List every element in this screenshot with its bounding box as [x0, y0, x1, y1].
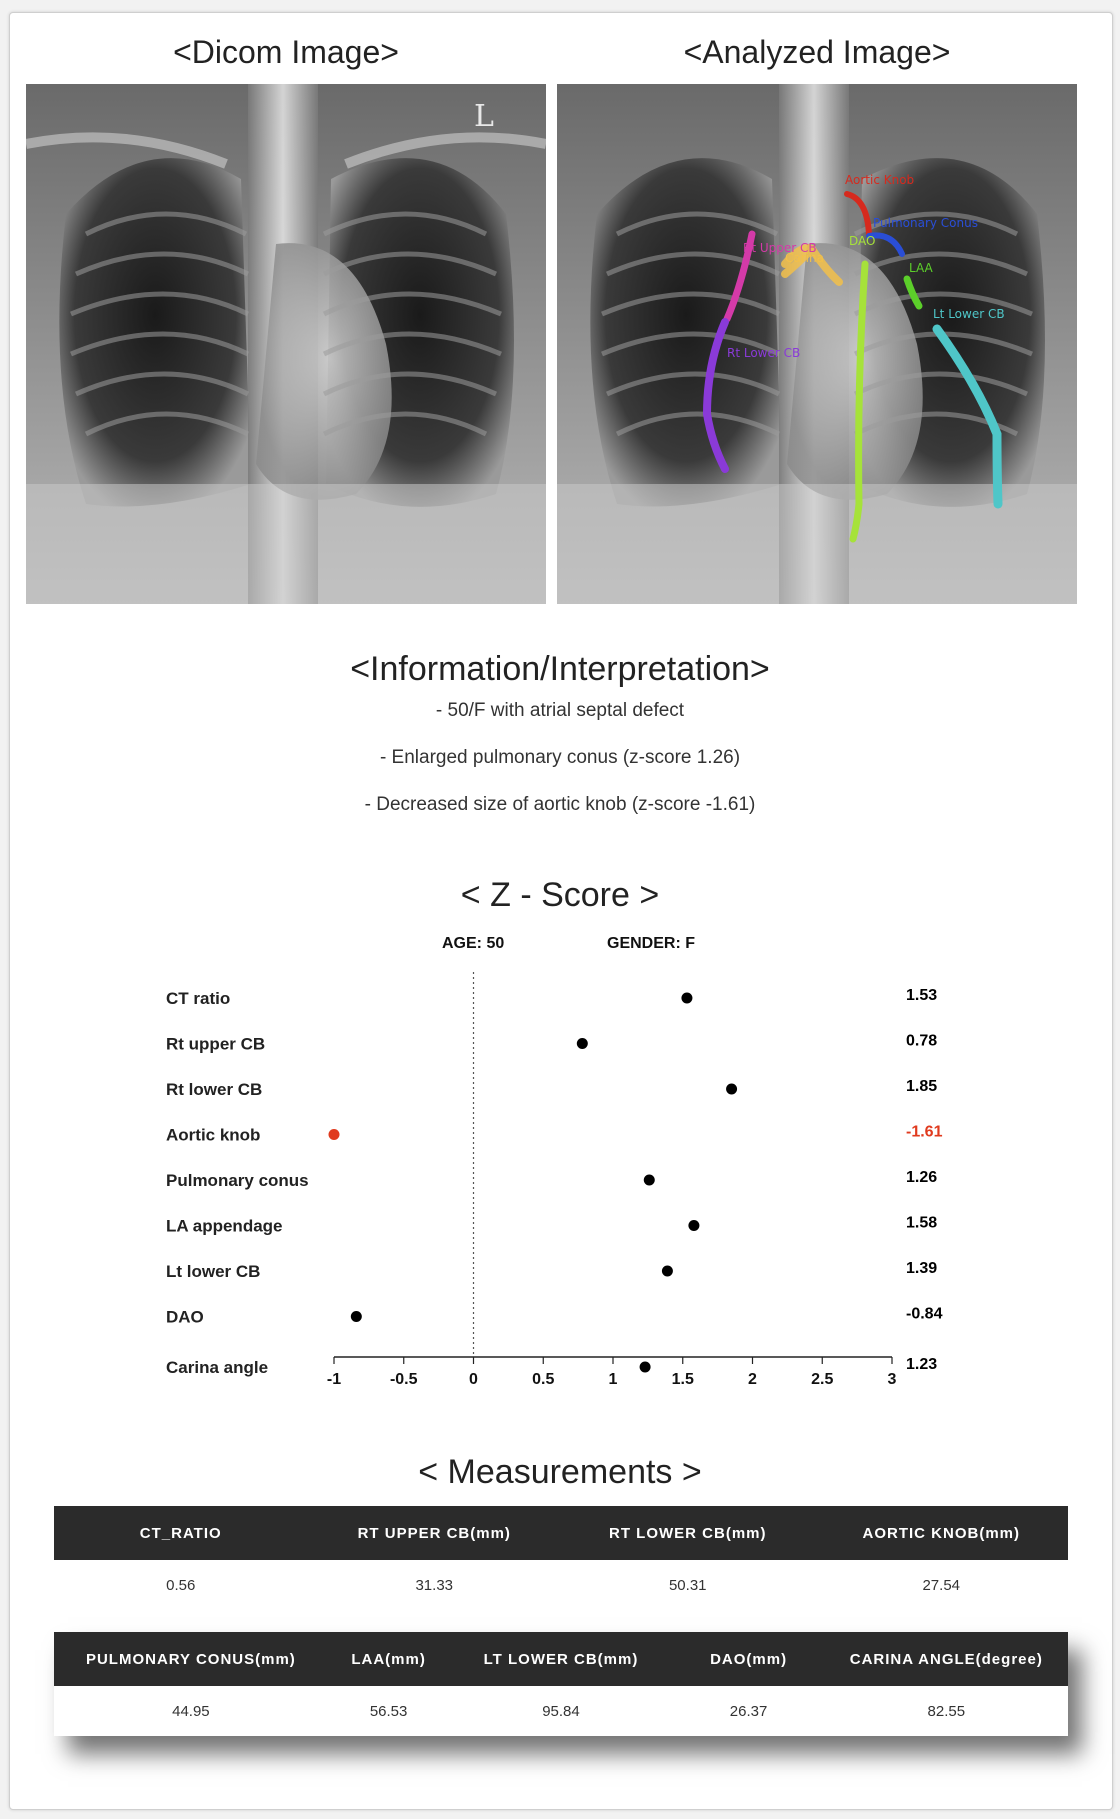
dicom-xray-image — [26, 84, 546, 604]
data-point — [640, 1362, 651, 1373]
table-cell: 50.31 — [561, 1560, 815, 1610]
rt-lower-cb-label: Rt Lower CB — [727, 346, 801, 360]
laa-label: LAA — [909, 261, 933, 275]
x-tick-label: 3 — [887, 1371, 897, 1388]
age-label: AGE: 50 — [442, 935, 505, 952]
pulmonary-conus-label: Pulmonary Conus — [873, 216, 978, 230]
value-label: 1.39 — [906, 1260, 938, 1277]
value-label: -0.84 — [906, 1305, 943, 1323]
x-tick-label: 0 — [469, 1371, 478, 1388]
data-point — [726, 1084, 737, 1095]
dicom-side-marker: L — [474, 99, 494, 134]
row-label: CT ratio — [166, 989, 231, 1008]
data-point — [329, 1129, 340, 1140]
data-point — [577, 1038, 588, 1049]
gender-label: GENDER: F — [607, 935, 695, 952]
dao-label: DAO — [849, 234, 876, 248]
zscore-title: < Z - Score > — [460, 876, 660, 914]
data-point — [681, 993, 692, 1004]
data-point — [662, 1266, 673, 1277]
info-line: - Decreased size of aortic knob (z-score -1.61) — [364, 794, 756, 815]
x-tick-label: 2 — [748, 1371, 757, 1388]
table-header: CARINA ANGLE(degree) — [825, 1632, 1068, 1686]
value-label: 0.78 — [906, 1032, 938, 1050]
measurements-table-2 — [54, 1632, 1068, 1736]
dicom-image-title: <Dicom Image> — [173, 34, 399, 70]
analyzed-xray-image — [557, 84, 1077, 604]
table-cell: 44.95 — [54, 1686, 328, 1736]
analyzed-image-title: <Analyzed Image> — [683, 34, 951, 70]
rt-upper-cb-label: Rt Upper CB — [743, 241, 817, 255]
table-header: CT_RATIO — [54, 1506, 308, 1560]
x-tick-label: 0.5 — [532, 1371, 555, 1388]
measurements-table-2-wrapper — [54, 1632, 1068, 1736]
value-label: 1.85 — [906, 1078, 938, 1095]
row-label: Lt lower CB — [166, 1262, 261, 1281]
aortic-knob-label: Aortic Knob — [845, 173, 915, 187]
table-cell: 27.54 — [815, 1560, 1069, 1610]
x-tick-label: 2.5 — [811, 1371, 834, 1388]
info-title: <Information/Interpretation> — [350, 650, 770, 688]
table-header: RT UPPER CB(mm) — [308, 1506, 562, 1560]
value-label: 1.53 — [906, 987, 938, 1004]
row-label: Rt upper CB — [166, 1034, 266, 1054]
table-cell: 26.37 — [673, 1686, 825, 1736]
table-cell: 0.56 — [54, 1560, 308, 1610]
row-label: LA appendage — [166, 1216, 283, 1236]
measurements-table-1 — [54, 1506, 1068, 1610]
x-tick-label: -1 — [326, 1371, 342, 1388]
value-label: 1.23 — [906, 1356, 938, 1373]
row-label: Carina angle — [166, 1358, 269, 1377]
measurements-title: < Measurements > — [418, 1453, 702, 1491]
table-header: RT LOWER CB(mm) — [561, 1506, 815, 1560]
table-header: AORTIC KNOB(mm) — [815, 1506, 1069, 1560]
carina-label: Carina — [785, 251, 824, 265]
data-point — [688, 1220, 699, 1231]
table-header: LT LOWER CB(mm) — [449, 1632, 672, 1686]
data-point — [351, 1311, 362, 1322]
x-tick-label: -0.5 — [389, 1371, 418, 1388]
table-header: DAO(mm) — [673, 1632, 825, 1686]
x-tick-label: 1.5 — [671, 1371, 694, 1388]
table-cell: 31.33 — [308, 1560, 562, 1610]
value-label: 1.26 — [906, 1169, 938, 1186]
data-point — [644, 1175, 655, 1186]
info-line: - Enlarged pulmonary conus (z-score 1.26) — [379, 747, 741, 768]
x-tick-label: 1 — [608, 1371, 618, 1388]
row-label: Aortic knob — [166, 1125, 261, 1145]
table-cell: 95.84 — [449, 1686, 672, 1736]
value-label: 1.58 — [906, 1214, 938, 1232]
row-label: DAO — [166, 1307, 204, 1327]
zscore-chart — [0, 960, 1120, 1410]
table-header: LAA(mm) — [328, 1632, 450, 1686]
table-cell: 82.55 — [825, 1686, 1068, 1736]
row-label: Rt lower CB — [166, 1080, 263, 1099]
value-label: -1.61 — [906, 1123, 943, 1141]
table-header: PULMONARY CONUS(mm) — [54, 1632, 328, 1686]
table-cell: 56.53 — [328, 1686, 450, 1736]
info-line: - 50/F with atrial septal defect — [435, 700, 685, 721]
row-label: Pulmonary conus — [166, 1171, 309, 1190]
lt-lower-cb-label: Lt Lower CB — [933, 307, 1005, 321]
